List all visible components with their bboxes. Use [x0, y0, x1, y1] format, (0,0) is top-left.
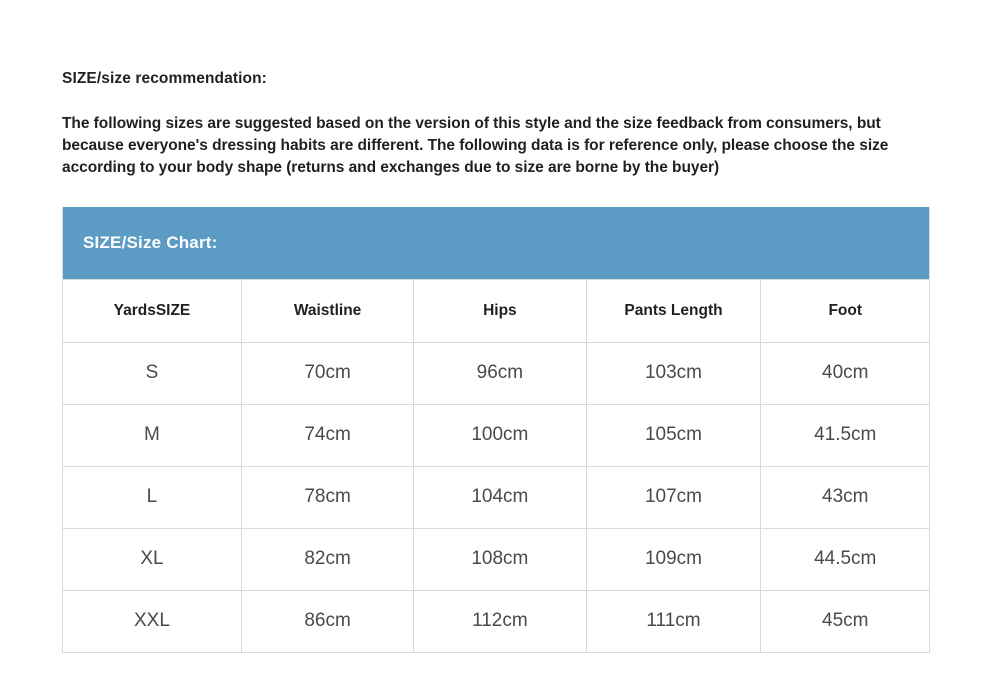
- table-row: [63, 590, 929, 652]
- column-header-yards-size: YardsSIZE: [63, 279, 241, 342]
- table-row: [63, 528, 929, 590]
- cell-foot: 41.5cm: [761, 404, 929, 466]
- cell-hips: 108cm: [414, 528, 586, 590]
- cell-foot: 45cm: [761, 590, 929, 652]
- cell-waistline: 70cm: [241, 342, 413, 404]
- cell-pants-length: 103cm: [586, 342, 761, 404]
- page-title: SIZE/size recommendation:: [62, 70, 267, 87]
- cell-foot: 40cm: [761, 342, 929, 404]
- cell-size: L: [63, 466, 241, 528]
- size-chart-header: SIZE/Size Chart:: [63, 207, 929, 279]
- column-header-foot: Foot: [761, 279, 929, 342]
- column-header-hips: Hips: [414, 279, 586, 342]
- column-header-pants-length: Pants Length: [586, 279, 761, 342]
- column-header-waistline: Waistline: [241, 279, 413, 342]
- cell-size: M: [63, 404, 241, 466]
- cell-size: S: [63, 342, 241, 404]
- size-chart-table: [63, 279, 929, 652]
- cell-pants-length: 105cm: [586, 404, 761, 466]
- cell-hips: 96cm: [414, 342, 586, 404]
- cell-pants-length: 111cm: [586, 590, 761, 652]
- size-chart-container: [62, 207, 930, 653]
- table-header-row: [63, 279, 929, 342]
- cell-waistline: 86cm: [241, 590, 413, 652]
- cell-hips: 104cm: [414, 466, 586, 528]
- cell-size: XL: [63, 528, 241, 590]
- cell-pants-length: 107cm: [586, 466, 761, 528]
- cell-waistline: 74cm: [241, 404, 413, 466]
- cell-hips: 100cm: [414, 404, 586, 466]
- cell-foot: 44.5cm: [761, 528, 929, 590]
- table-row: [63, 342, 929, 404]
- cell-pants-length: 109cm: [586, 528, 761, 590]
- intro-paragraph: The following sizes are suggested based on the version of this style and the size feedback from consumers, but because everyone's dressing habits are different. The following data is for reference only, please choose the size according to your body shape (returns and exchanges due to size are borne by the buyer): [62, 114, 889, 176]
- cell-size: XXL: [63, 590, 241, 652]
- cell-waistline: 78cm: [241, 466, 413, 528]
- cell-foot: 43cm: [761, 466, 929, 528]
- cell-hips: 112cm: [414, 590, 586, 652]
- cell-waistline: 82cm: [241, 528, 413, 590]
- table-row: [63, 466, 929, 528]
- table-row: [63, 404, 929, 466]
